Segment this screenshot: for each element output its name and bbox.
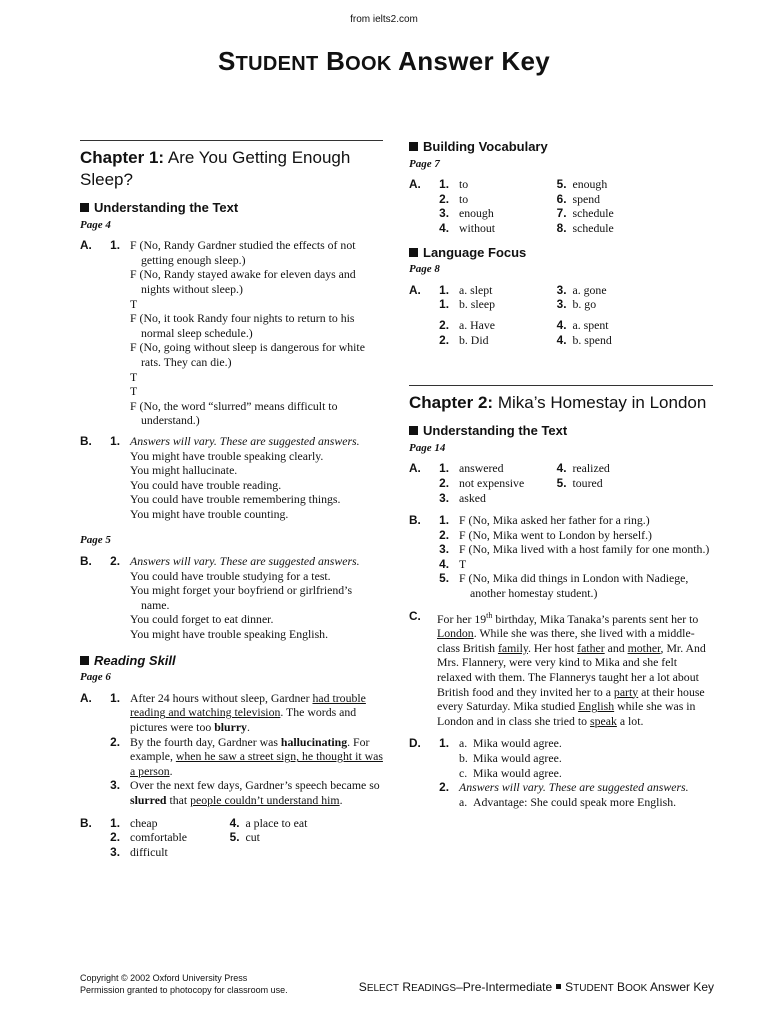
answer-text: F (No, Mika lived with a host family for one month.) (459, 542, 710, 557)
exercise-letter: B. (409, 513, 421, 528)
answer-item: D. 1. a. Mika would agree. b. Mika would agree. c. Mika would agree. (409, 736, 713, 780)
answer-text: to (459, 177, 469, 192)
answer-text: T (459, 556, 467, 571)
exercise-b (409, 513, 713, 601)
answer-line: You might have trouble counting. (130, 506, 289, 521)
item-number: 2. (110, 830, 120, 845)
answer-line: T (130, 369, 138, 384)
square-bullet-icon (409, 142, 418, 151)
answer-item (549, 333, 714, 348)
item-number: 3. (439, 542, 449, 557)
answer-text: Mika would agree. (473, 765, 562, 780)
answer-text: difficult (130, 844, 168, 859)
answer-item (409, 513, 713, 528)
answer-line: You might hallucinate. (130, 463, 238, 478)
answer-item (80, 816, 242, 831)
answer-line: You might have trouble speaking English. (130, 627, 329, 642)
item-number: 5. (556, 177, 567, 192)
answer-text: not expensive (459, 475, 525, 490)
exercise-d (409, 736, 713, 809)
item-number: 3. (556, 297, 567, 312)
item-number: 4. (439, 556, 449, 571)
answer-text: a. spent (572, 317, 609, 332)
item-number: 1. (439, 513, 449, 528)
item-number: 5. (439, 571, 449, 586)
item-number: 1. (110, 815, 120, 830)
answer-text: answered (459, 461, 504, 476)
left-column (80, 140, 383, 859)
answer-line (459, 751, 713, 766)
answer-text: F (No, Mika asked her father for a ring.) (459, 513, 650, 528)
answer-text: enough (572, 177, 608, 192)
chapter-rule (80, 140, 383, 141)
answer-item (549, 221, 714, 236)
exercise-c (409, 609, 713, 729)
answer-item (80, 830, 242, 845)
answer-item (549, 192, 714, 207)
answer-text: b. spend (572, 332, 612, 347)
item-letter: a. (459, 736, 468, 751)
answer-line (459, 736, 713, 751)
answer-line: You could have trouble reading. (130, 477, 282, 492)
item-number: 4. (439, 220, 449, 235)
section-heading: Understanding the Text (80, 201, 383, 216)
item-number: 4. (229, 815, 240, 830)
answer-text: b. Did (459, 332, 489, 347)
answer-line: You could forget to eat dinner. (130, 612, 274, 627)
item-number: 5. (556, 475, 567, 490)
answer-text: without (459, 220, 496, 235)
answer-item (549, 476, 714, 491)
square-bullet-icon (80, 656, 89, 665)
answer-text: a. slept (459, 282, 493, 297)
answer-item (80, 845, 242, 860)
answer-text: spend (572, 191, 601, 206)
answer-item: 3. Over the next few days, Gardner’s speech became so slurred that people couldn’t understand him. (110, 778, 380, 807)
answer-item: C. For her 19th birthday, Mika Tanaka’s parents sent her to London. While she was there, she lived with a middle-class British family. Her host father and mother, Mr. And Mrs. Flannery, were very kind to Mika and she felt relaxed with them. The Flannerys taught her a lot about British food and they invited her to a party at their house every Saturday. Mika studied English while she was in London and in class she tried to speak a lot. (409, 608, 706, 728)
answer-text: b. go (572, 297, 597, 312)
answer-item: A. 1. F (No, Randy Gardner studied the effects of not getting enough sleep.) F (No, Randy stayed awake for eleven days and nights without sleep.) T F (No, it took Randy four nights to return to his normal sleep schedule.) F (No, going without sleep is dangerous for white rats. They can die.) T T F (No, the word “slurred” means difficult to understand.) (80, 238, 383, 428)
bullet-icon (556, 984, 561, 989)
square-bullet-icon (409, 248, 418, 257)
answer-text: toured (572, 475, 603, 490)
answer-item: 2. Answers will vary. These are suggested answers. a. Advantage: She could speak more English. (439, 780, 689, 809)
answer-text: a place to eat (245, 815, 308, 830)
item-number: 7. (556, 206, 567, 221)
section-heading: Understanding the Text (409, 424, 713, 439)
footer-book-title: SELECT READINGS–Pre-Intermediate STUDENT BOOK Answer Key (358, 980, 714, 994)
exercise-b2 (80, 554, 383, 642)
answer-text: F (No, Mika went to London by herself.) (459, 527, 652, 542)
answer-line: You could have trouble remembering things. (130, 492, 341, 507)
answer-item (549, 297, 714, 312)
square-bullet-icon (409, 426, 418, 435)
item-number: 2. (439, 332, 449, 347)
answer-text: to (459, 191, 469, 206)
exercise-a: A. 1. to 2. to 3. enough 4. without 5. enough 6. spend 7. schedule 8. schedule (409, 177, 713, 235)
right-column (409, 140, 713, 809)
item-number: 1. (439, 297, 449, 312)
item-number: 2. (439, 475, 449, 490)
answer-text: asked (459, 490, 486, 505)
answer-text: Mika would agree. (473, 750, 562, 765)
answer-item (222, 816, 384, 831)
answer-text: a. Have (459, 317, 496, 332)
answer-line: You might forget your boyfriend or girlfriend’s name. (130, 583, 353, 612)
answer-item (409, 571, 713, 600)
page-title: STUDENT BOOK Answer Key (217, 46, 551, 76)
page-ref: Page 4 (80, 218, 111, 231)
answer-line: F (No, the word “slurred” means difficult to understand.) (130, 398, 338, 428)
answer-text: comfortable (130, 830, 187, 845)
page-ref: Page 14 (409, 441, 446, 454)
item-number: 4. (556, 332, 567, 347)
answer-text: a. gone (572, 282, 607, 297)
answer-line: F (No, it took Randy four nights to return to his normal sleep schedule.) (130, 311, 355, 340)
answer-line: F (No, Randy Gardner studied the effects of not getting enough sleep.) (130, 238, 356, 267)
item-number: 2. (439, 191, 449, 206)
answer-line: You might have trouble speaking clearly. (130, 448, 324, 463)
exercise-b (80, 434, 383, 522)
answer-text: cheap (130, 815, 158, 830)
answer-line: T (130, 296, 138, 311)
exercise-a (80, 238, 383, 428)
item-number: 6. (556, 191, 567, 206)
page-ref: Page 5 (80, 534, 111, 547)
item-number: 5. (229, 830, 240, 845)
source-note: from ielts2.com (350, 14, 418, 25)
square-bullet-icon (80, 203, 89, 212)
answer-line (459, 766, 713, 781)
answer-text: cut (245, 830, 260, 845)
section-heading: Reading Skill (80, 654, 383, 669)
item-number: 4. (556, 461, 567, 476)
page-ref: Page 8 (409, 263, 440, 276)
exercise-a: A. 1. a. slept 1. b. sleep 2. a. Have 2. b. Did 3. a. gone 3. b. go 4. a. spent 4. b. spend (409, 283, 713, 347)
item-letter: c. (459, 765, 468, 780)
answer-item (409, 491, 574, 506)
answer-item (549, 283, 714, 298)
answer-text: schedule (572, 220, 614, 235)
answer-item (409, 542, 713, 557)
section-heading: Building Vocabulary (409, 140, 713, 155)
chapter2-heading: Chapter 2: Mika’s Homestay in London (409, 393, 707, 413)
answer-line: You could have trouble studying for a test. (130, 568, 331, 583)
item-number: 3. (556, 282, 567, 297)
answer-text: b. sleep (459, 297, 496, 312)
answer-line: F (No, going without sleep is dangerous for white rats. They can die.) (130, 340, 365, 369)
page-ref: Page 7 (409, 157, 440, 170)
answer-item (549, 318, 714, 333)
answer-item: B. 1. Answers will vary. These are suggested answers. You might have trouble speaking clearly. You might hallucinate. You could have trouble reading. You could have trouble remembering things. You might have trouble counting. (80, 434, 383, 522)
item-number: 3. (439, 490, 449, 505)
answer-item (549, 177, 714, 192)
answer-text: Mika would agree. (473, 736, 562, 751)
answer-text: F (No, Mika did things in London with Nadiege, another homestay student.) (459, 571, 689, 601)
item-number: 3. (110, 844, 120, 859)
item-number: 1. (439, 461, 449, 476)
item-number: 3. (439, 206, 449, 221)
item-number: 1. (439, 282, 449, 297)
page-ref: Page 6 (80, 671, 111, 684)
item-number: 2. (439, 527, 449, 542)
answer-text: realized (572, 461, 610, 476)
answer-line: F (No, Randy stayed awake for eleven days and nights without sleep.) (130, 267, 356, 296)
answer-item (549, 206, 714, 221)
copyright-notice: Copyright © 2002 Oxford University Press Permission granted to photocopy for classroom use. (80, 973, 288, 995)
section-heading: Language Focus (409, 246, 713, 261)
item-letter: b. (459, 750, 468, 765)
answer-item: B. 2. Answers will vary. These are suggested answers. You could have trouble studying for a test. You might forget your boyfriend or girlfriend’s name. You could forget to eat dinner. You might have trouble speaking English. (80, 554, 383, 642)
exercise-a: A. 1. answered 2. not expensive 3. asked 4. realized 5. toured (409, 461, 713, 505)
answer-item (222, 830, 384, 845)
item-number: 8. (556, 220, 567, 235)
answer-item: A. 1. After 24 hours without sleep, Gardner had trouble reading and watching television. The words and pictures were too blurry. (80, 690, 366, 734)
answer-item (409, 528, 713, 543)
answer-line: T (130, 384, 138, 399)
answer-text: enough (459, 206, 494, 221)
item-number: 1. (439, 177, 449, 192)
exercise-a (80, 691, 383, 808)
chapter-rule (409, 385, 713, 386)
answer-item (549, 461, 714, 476)
item-number: 2. (439, 317, 449, 332)
item-number: 4. (556, 317, 567, 332)
answer-text: schedule (572, 206, 614, 221)
exercise-b: B. 1. cheap 2. comfortable 3. difficult 4. a place to eat 5. cut (80, 816, 383, 860)
chapter1-heading: Chapter 1: Are You Getting Enough Sleep? (80, 148, 351, 189)
answer-item (409, 557, 713, 572)
answer-item: 2. By the fourth day, Gardner was hallucinating. For example, when he saw a street sign, he thought it was a person. (110, 734, 383, 778)
